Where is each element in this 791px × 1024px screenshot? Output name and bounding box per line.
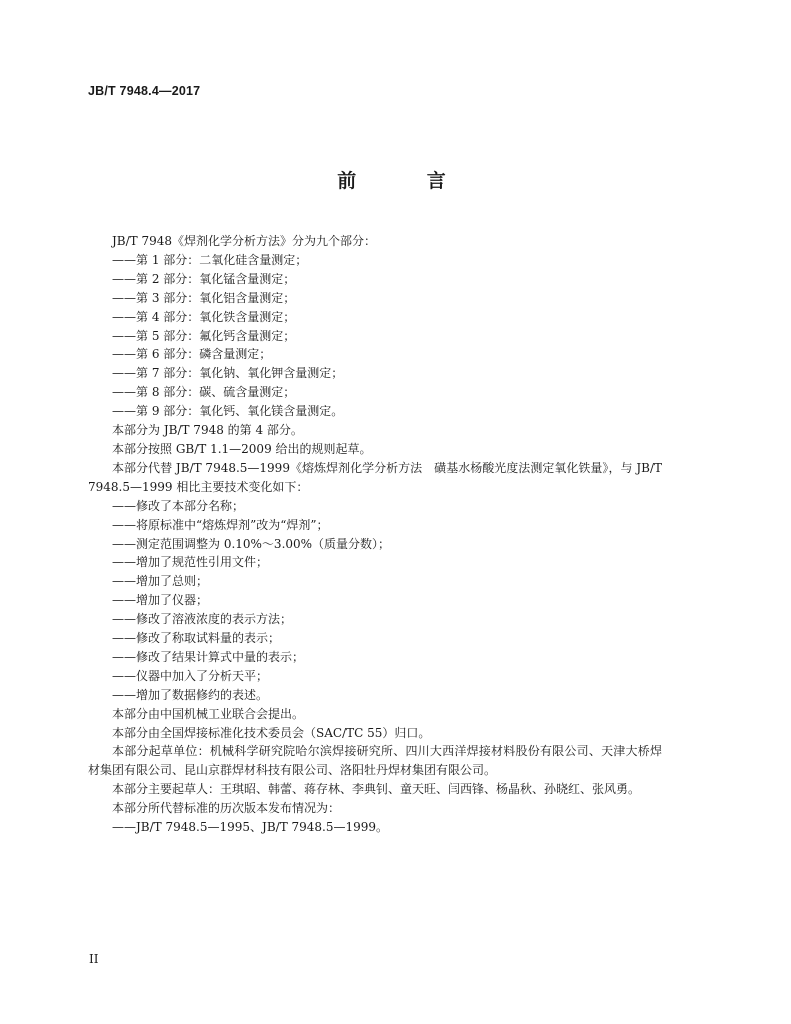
page-title: 前 言 [337, 170, 478, 192]
list-item: ——测定范围调整为 0.10%～3.00%（质量分数）； [112, 536, 391, 551]
list-item: ——第 9 部分：氧化钙、氧化镁含量测定。 [112, 404, 344, 419]
list-item: ——JB/T 7948.5—1995、JB/T 7948.5—1999。 [112, 820, 389, 835]
list-item: ——仪器中加入了分析天平； [112, 668, 269, 683]
foreword-body [88, 232, 662, 837]
list-item: ——第 2 部分：氧化锰含量测定； [112, 271, 296, 286]
page-number: II [89, 952, 99, 966]
paragraph: 本部分主要起草人：王琪昭、韩蕾、蒋存林、李典钊、童天旺、闫西锋、杨晶秋、孙晓红、张风勇。 [112, 782, 641, 797]
list-item: ——第 5 部分：氟化钙含量测定； [112, 328, 296, 343]
list-item: ——修改了结果计算式中量的表示； [112, 649, 305, 664]
paragraph: JB/T 7948《焊剂化学分析方法》分为九个部分： [112, 234, 377, 248]
list-item: ——第 6 部分：磷含量测定； [112, 347, 272, 362]
paragraph: 本部分按照 GB/T 1.1—2009 给出的规则起草。 [112, 441, 372, 456]
list-item: ——第 1 部分：二氧化硅含量测定； [112, 252, 308, 267]
paragraph: 本部分由中国机械工业联合会提出。 [112, 706, 305, 721]
paragraph: 本部分由全国焊接标准化技术委员会（SAC/TC 55）归口。 [112, 725, 431, 740]
list-item: ——第 8 部分：碳、硫含量测定； [112, 385, 296, 400]
list-item: ——第 7 部分：氧化钠、氧化钾含量测定； [112, 366, 344, 381]
list-item: ——修改了本部分名称； [112, 498, 245, 513]
paragraph: 本部分为 JB/T 7948 的第 4 部分。 [112, 423, 303, 438]
list-item: ——增加了规范性引用文件； [112, 555, 269, 570]
list-item: ——增加了总则； [112, 574, 209, 589]
standard-code: JB/T 7948.4—2017 [88, 84, 201, 98]
list-item: ——第 4 部分：氧化铁含量测定； [112, 309, 296, 324]
list-item: ——修改了称取试料量的表示； [112, 631, 281, 646]
list-item: ——修改了溶液浓度的表示方法； [112, 612, 293, 627]
list-item: ——增加了数据修约的表述。 [112, 687, 269, 702]
paragraph: 本部分代替 JB/T 7948.5—1999《熔炼焊剂化学分析方法 磺基水杨酸光度法测定氧化铁量》，与 JB/T 7948.5—1999 相比主要技术变化如下： [88, 460, 662, 494]
list-item: ——将原标准中“熔炼焊剂”改为“焊剂”； [112, 517, 329, 532]
list-item: ——增加了仪器； [112, 593, 209, 608]
paragraph: 本部分起草单位：机械科学研究院哈尔滨焊接研究所、四川大西洋焊接材料股份有限公司、天津大桥焊材集团有限公司、昆山京群焊材科技有限公司、洛阳牡丹焊材集团有限公司。 [88, 744, 662, 778]
list-item: ——第 3 部分：氧化铝含量测定； [112, 290, 296, 305]
paragraph: 本部分所代替标准的历次版本发布情况为： [112, 801, 341, 816]
